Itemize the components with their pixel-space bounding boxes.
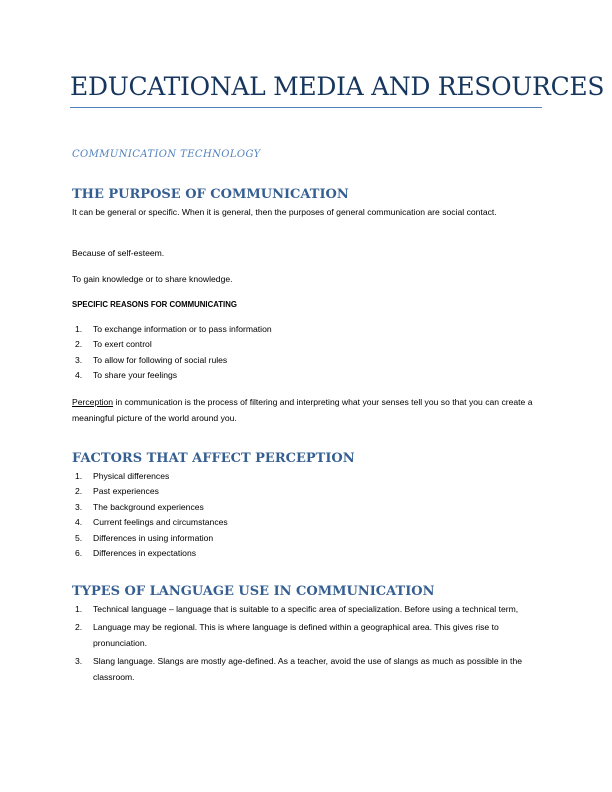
item-text: Slang language. Slangs are mostly age-defined. As a teacher, avoid the use of slangs as much as possible in the classroom. (93, 656, 523, 682)
list-item (75, 469, 545, 484)
list-item (75, 322, 545, 337)
language-types-list (75, 602, 535, 685)
list-item (75, 337, 545, 352)
item-text: Current feelings and circumstances (93, 517, 228, 528)
list-item (75, 500, 545, 515)
item-number: 4. (75, 517, 83, 528)
section-heading-factors: FACTORS THAT AFFECT PERCEPTION (72, 451, 355, 466)
paragraph: It can be general or specific. When it is general, then the purposes of general communication are social contact. (72, 207, 497, 217)
list-item (75, 531, 545, 546)
item-text: Past experiences (93, 486, 159, 497)
item-number: 1. (75, 471, 83, 481)
item-number: 3. (75, 501, 83, 512)
item-text: Differences in using information (93, 532, 214, 543)
section-heading-language-types: TYPES OF LANGUAGE USE IN COMMUNICATION (72, 584, 435, 599)
specific-reasons-list (75, 322, 545, 384)
list-item (75, 515, 545, 530)
item-number: 2. (75, 486, 83, 497)
item-number: 1. (75, 324, 83, 334)
item-number: 3. (75, 656, 83, 667)
item-number: 6. (75, 548, 83, 559)
perception-term: Perception (72, 397, 114, 407)
document-title: EDUCATIONAL MEDIA AND RESOURCES (70, 72, 605, 101)
section-heading-purpose: THE PURPOSE OF COMMUNICATION (72, 187, 349, 202)
list-item (75, 546, 545, 561)
item-number: 3. (75, 354, 83, 365)
list-item (75, 484, 545, 499)
list-item (75, 620, 535, 651)
list-item (75, 602, 535, 617)
item-number: 2. (75, 339, 83, 350)
item-text: To allow for following of social rules (93, 354, 228, 365)
item-text: Language may be regional. This is where language is defined within a geographical area. This gives rise to pronunciation. (93, 622, 499, 648)
subtitle: COMMUNICATION TECHNOLOGY (72, 149, 261, 160)
paragraph: Because of self-esteem. (72, 248, 165, 258)
item-text: To share your feelings (93, 370, 178, 381)
item-text: Technical language – language that is suitable to a specific area of specialization. Before using a technical term, (93, 604, 519, 614)
item-number: 1. (75, 604, 83, 614)
item-text: To exchange information or to pass information (93, 324, 272, 334)
item-text: To exert control (93, 339, 152, 350)
paragraph: To gain knowledge or to share knowledge. (72, 274, 233, 284)
perception-definition: in communication is the process of filtering and interpreting what your senses tell you so that you can create a meaningful picture of the world around you. (72, 397, 533, 423)
item-number: 2. (75, 622, 83, 633)
list-item (75, 368, 545, 383)
title-rule (70, 107, 542, 108)
list-item (75, 654, 535, 685)
item-text: Differences in expectations (93, 548, 197, 559)
item-text: The background experiences (93, 501, 204, 512)
item-number: 5. (75, 532, 83, 543)
perception-paragraph (72, 395, 542, 426)
item-number: 4. (75, 370, 83, 381)
factors-list (75, 469, 545, 561)
list-item (75, 353, 545, 368)
subheading-specific-reasons: SPECIFIC REASONS FOR COMMUNICATING (72, 300, 237, 309)
item-text: Physical differences (93, 471, 170, 481)
